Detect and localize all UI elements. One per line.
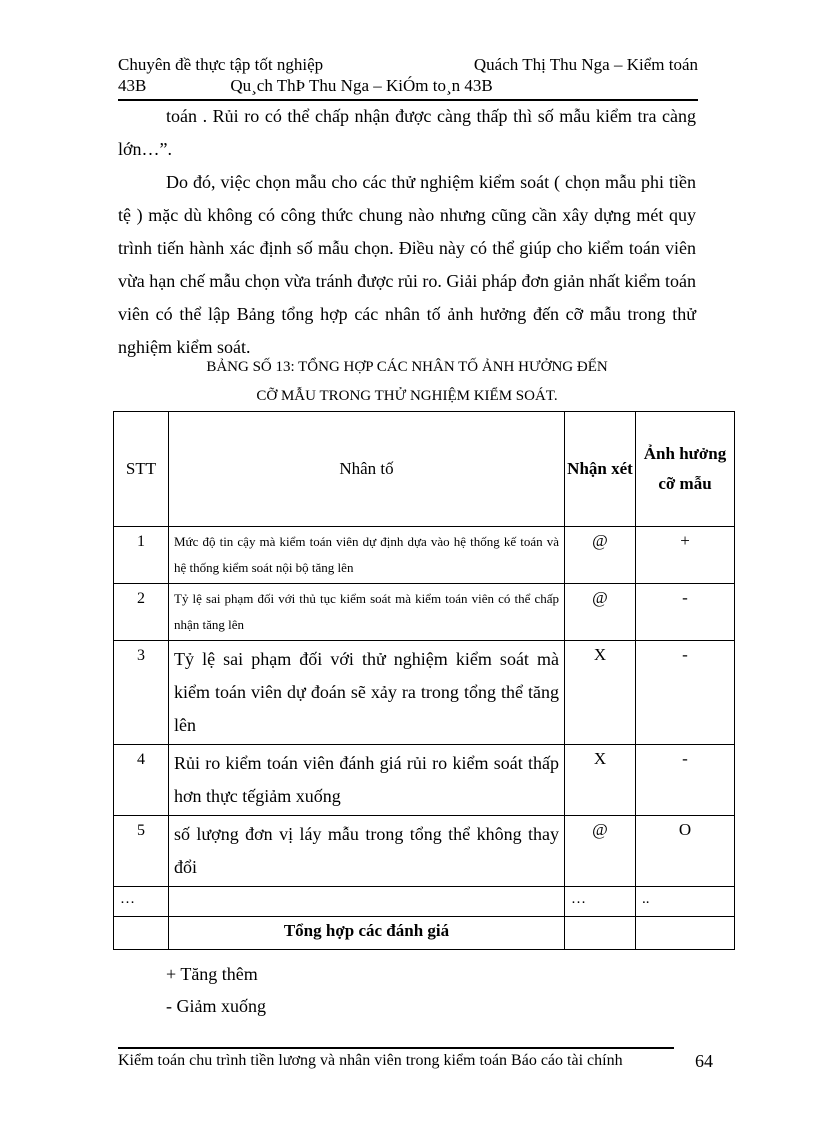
table-row — [114, 584, 735, 641]
row-stt: 2 — [114, 584, 169, 641]
table-row — [114, 641, 735, 745]
row-factor: Tỷ lệ sai phạm đối với thủ tục kiểm soát mà kiểm toán viên có thể chấp nhận tăng lên — [169, 584, 565, 641]
table-row-ellipsis — [114, 887, 735, 917]
ellipsis-comment: … — [565, 887, 636, 917]
total-comment — [565, 917, 636, 950]
paragraph: Do đó, việc chọn mẫu cho các thử nghiệm kiểm soát ( chọn mẫu phi tiền tệ ) mặc dù không có công thức chung nào nhưng cũng cần xây dựng mét quy trình tiến hành xác định số mẫu chọn. Điều này có thể giúp cho kiểm toán viên vừa hạn chế mẫu chọn vừa tránh được rủi ro. Giải pháp đơn giản nhất kiểm toán viên có thể lập Bảng tổng hợp các nhân tố ảnh hưởng đến cỡ mẫu trong thử nghiệm kiểm soát. — [118, 172, 696, 357]
table-caption-line2: CỠ MẪU TRONG THỬ NGHIỆM KIỂM SOÁT. — [256, 388, 558, 404]
header-left-line2: 43B — [118, 76, 147, 95]
legend-decrease: - Giảm xuống — [166, 996, 266, 1016]
row-comment: X — [565, 745, 636, 816]
row-effect: - — [636, 584, 735, 641]
ellipsis-stt: … — [114, 887, 169, 917]
row-stt: 3 — [114, 641, 169, 745]
row-comment: @ — [565, 816, 636, 887]
table-row — [114, 527, 735, 584]
header-right: Quách Thị Thu Nga – Kiểm toán — [473, 55, 698, 74]
row-factor: Tỷ lệ sai phạm đối với thử nghiệm kiểm soát mà kiểm toán viên dự đoán sẽ xảy ra trong tổng thể tăng lên — [169, 641, 565, 745]
ellipsis-factor — [169, 887, 565, 917]
row-factor: Mức độ tin cậy mà kiểm toán viên dự định dựa vào hệ thống kế toán và hệ thống kiểm soát nội bộ tăng lên — [169, 527, 565, 584]
table-caption-line1: BẢNG SỐ 13: TỔNG HỢP CÁC NHÂN TỐ ẢNH HƯỞNG ĐẾN — [206, 359, 608, 375]
row-comment: @ — [565, 584, 636, 641]
table-total-row — [114, 917, 735, 950]
footer-text: Kiểm toán chu trình tiền lương và nhân viên trong kiểm toán Báo cáo tài chính — [118, 1052, 623, 1069]
row-stt: 4 — [114, 745, 169, 816]
header-left: Chuyên đề thực tập tốt nghiệp — [118, 55, 324, 74]
row-effect: - — [636, 745, 735, 816]
row-factor: số lượng đơn vị láy mẫu trong tổng thể không thay đổi — [169, 816, 565, 887]
header-effect: Ảnh hưởng cỡ mẫu — [636, 412, 735, 527]
header-factor: Nhân tố — [169, 412, 565, 527]
table-row — [114, 745, 735, 816]
row-effect: O — [636, 816, 735, 887]
legend-increase: + Tăng thêm — [166, 964, 258, 984]
row-factor: Rủi ro kiểm toán viên đánh giá rủi ro kiểm soát thấp hơn thực tếgiảm xuống — [169, 745, 565, 816]
table-row — [114, 816, 735, 887]
header-comment: Nhận xét — [565, 412, 636, 527]
total-effect — [636, 917, 735, 950]
row-effect: - — [636, 641, 735, 745]
row-comment: @ — [565, 527, 636, 584]
page-number: 64 — [695, 1051, 713, 1071]
footer-divider — [118, 1047, 674, 1049]
total-stt — [114, 917, 169, 950]
ellipsis-effect: .. — [636, 887, 735, 917]
body-text — [118, 100, 696, 364]
table-header-row — [114, 412, 735, 527]
factors-table — [113, 411, 735, 950]
row-stt: 1 — [114, 527, 169, 584]
row-effect: + — [636, 527, 735, 584]
header-stt: STT — [114, 412, 169, 527]
row-comment: X — [565, 641, 636, 745]
paragraph-continuation: toán . Rủi ro có thể chấp nhận được càng thấp thì số mẫu kiểm tra càng lớn…”. — [118, 106, 696, 159]
page-header — [118, 54, 698, 96]
header-garbled-line: Qu¸ch ThÞ Thu Nga – KiÓm to¸n 43B — [230, 76, 493, 95]
row-stt: 5 — [114, 816, 169, 887]
total-label: Tổng hợp các đánh giá — [169, 917, 565, 950]
